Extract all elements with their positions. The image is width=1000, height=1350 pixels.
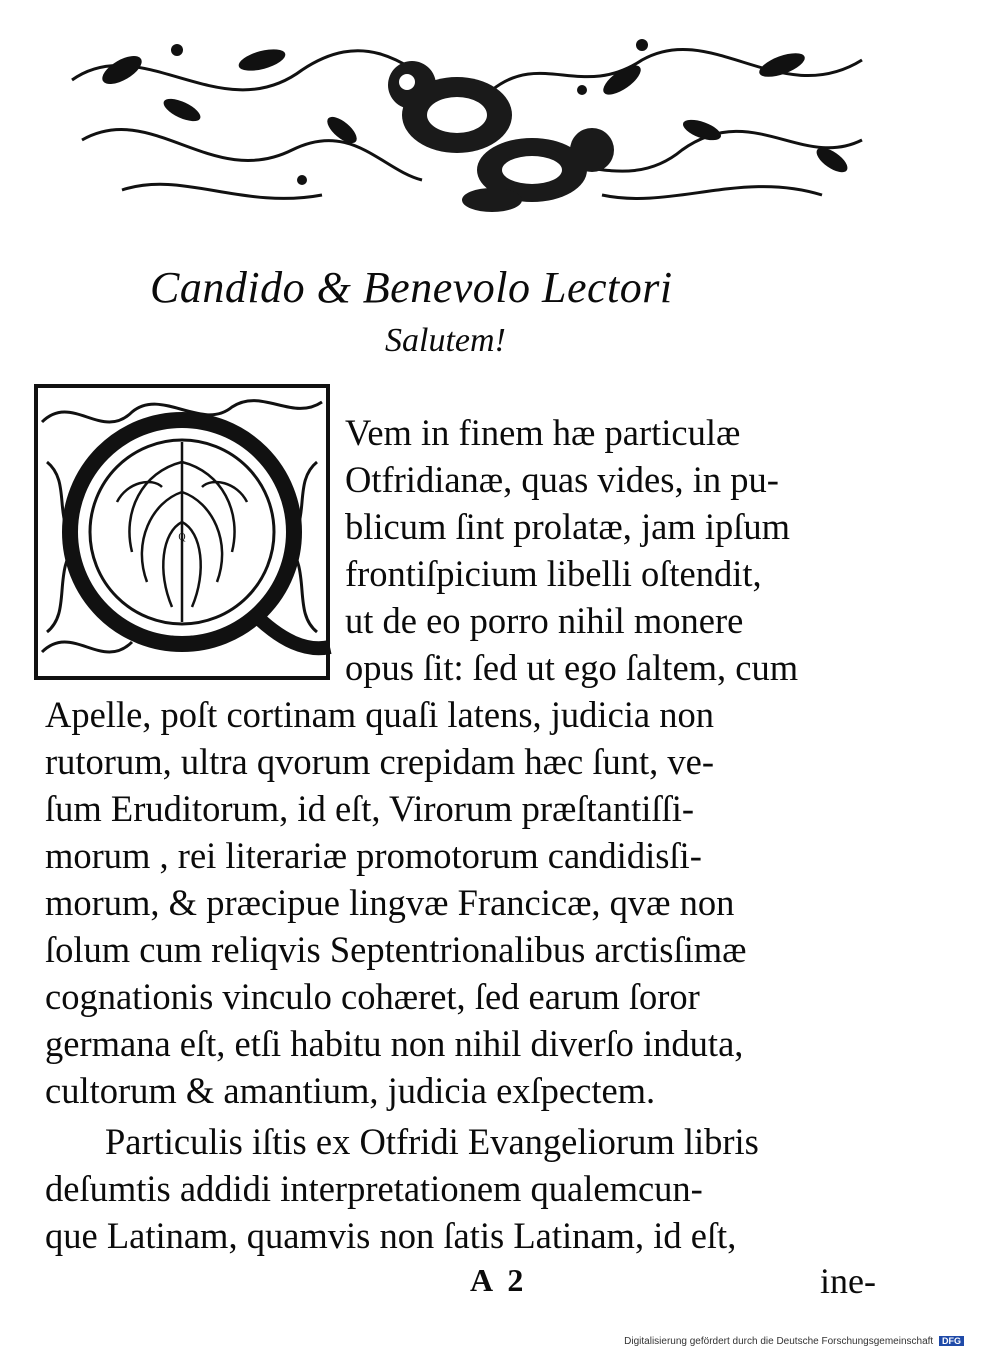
text-line: germana eſt, etſi habitu non nihil diverſo induta,: [45, 1023, 744, 1064]
text-line: Otfridianæ, quas vides, in pu-: [345, 459, 779, 500]
text-line: ſolum cum reliqvis Septentrionalibus arctisſimæ: [45, 929, 747, 970]
decorated-initial-q: [32, 382, 332, 682]
text-line: Apelle, poſt cortinam quaſi latens, judicia non: [45, 694, 714, 735]
text-line: blicum ſint prolatæ, jam ipſum: [345, 506, 791, 547]
floral-headpiece-ornament: [62, 20, 872, 220]
text-line: opus ſit: ſed ut ego ſaltem, cum: [345, 647, 799, 688]
page-title: Candido & Benevolo Lectori: [150, 263, 673, 312]
text-line: morum, & præcipue lingvæ Francicæ, qvæ non: [45, 882, 735, 923]
paragraph-start-line: Particulis iſtis ex Otfridi Evangeliorum libris: [105, 1121, 759, 1162]
digitization-credit: [624, 1336, 964, 1347]
signature-mark: A 2: [470, 1262, 528, 1298]
catchword: ine-: [820, 1261, 876, 1301]
page-subtitle: Salutem!: [385, 322, 506, 359]
text-line: ſum Eruditorum, id eſt, Virorum præſtantiſſi-: [45, 788, 694, 829]
svg-text:Q: Q: [178, 532, 186, 543]
text-line: Vem in finem hæ particulæ: [345, 412, 741, 453]
text-line: morum , rei literariæ promotorum candidisſi-: [45, 835, 702, 876]
dfg-logo: DFG: [939, 1336, 964, 1346]
text-line: cognationis vinculo cohæret, ſed earum ſoror: [45, 976, 700, 1017]
text-line: frontiſpicium libelli oſtendit,: [345, 553, 762, 594]
text-line: ut de eo porro nihil monere: [345, 600, 744, 641]
text-line: que Latinam, quamvis non ſatis Latinam, id eſt,: [45, 1215, 737, 1256]
credit-text: Digitalisierung gefördert durch die Deutsche Forschungsgemeinschaft: [624, 1336, 934, 1347]
text-line: cultorum & amantium, judicia exſpectem.: [45, 1070, 656, 1111]
text-line: deſumtis addidi interpretationem qualemcun-: [45, 1168, 703, 1209]
text-line: rutorum, ultra qvorum crepidam hæc ſunt, ve-: [45, 741, 714, 782]
